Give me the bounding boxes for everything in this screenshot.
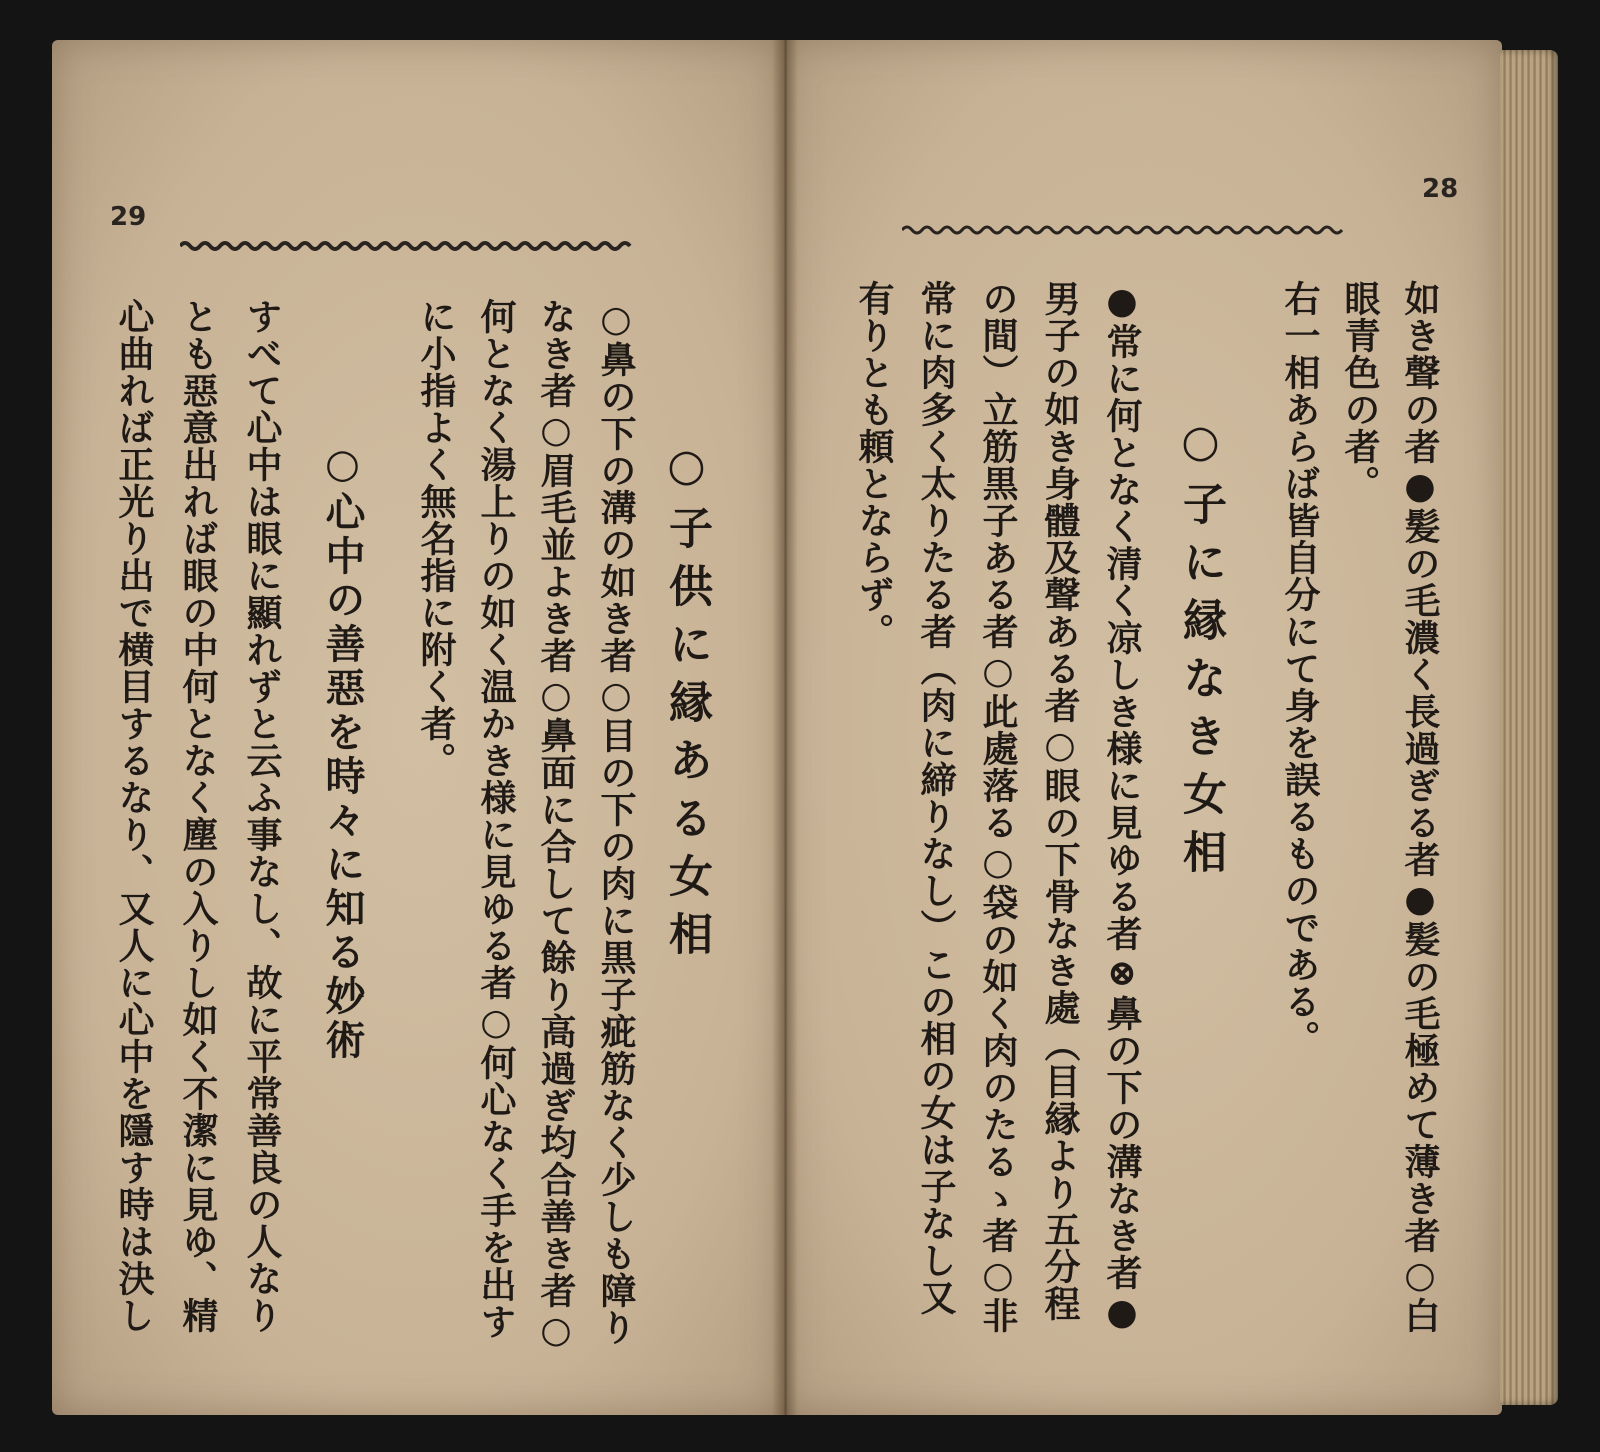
page-number-left: 29 xyxy=(110,202,147,232)
body-1-line-1: ○鼻の下の溝の如き者○目の下の肉に黒子疵筋なく少しも障り xyxy=(595,298,637,1346)
left-page xyxy=(52,40,782,1415)
body-2-line-1: すべて心中は眼に顯れずと云ふ事なし、故に平常善良の人なり xyxy=(241,298,283,1334)
heading-mind-good-evil: ○心中の善惡を時々に知る妙術 xyxy=(319,440,366,1063)
heading-children-fortune: ○子供に縁ある女相 xyxy=(661,440,712,969)
body-2-line-3: 心曲れば正光り出で横目するなり、又人に心中を隱す時は決し xyxy=(113,298,155,1334)
page-number-right: 28 xyxy=(1422,174,1459,204)
page-edges xyxy=(1500,50,1558,1405)
body-1-line-4: に小指よく無名指に附く者。 xyxy=(415,298,457,779)
body-2-line-3: の間）立筋黒子ある者○此處落る○袋の如く肉のたるゝ者○非 xyxy=(977,280,1019,1334)
body-2-line-5: 有りとも頼とならず。 xyxy=(853,280,895,650)
book-gutter xyxy=(772,40,798,1415)
wavy-rule-right xyxy=(902,220,1352,238)
body-1-line-2: なき者○眉毛並よき者○鼻面に合して餘り高過ぎ均合善き者○ xyxy=(535,298,577,1352)
open-book xyxy=(50,40,1562,1415)
body-2-line-1: ●常に何となく清く凉しき様に見ゆる者⊗鼻の下の溝なき者● xyxy=(1101,280,1143,1334)
body-1-line-3: 何となく湯上りの如く温かき様に見ゆる者○何心なく手を出す xyxy=(475,298,517,1340)
wavy-rule-left xyxy=(180,236,635,254)
heading-no-children: ○子に縁なき女相 xyxy=(1175,416,1226,887)
body-2-line-4: 常に肉多く太りたる者（肉に締りなし）この相の女は子なし又 xyxy=(915,280,957,1316)
body-2-line-2: 男子の如き身體及聲ある者○眼の下骨なき處（目縁より五分程 xyxy=(1039,280,1081,1322)
body-top-line-3: 右一相あらば皆自分にて身を誤るものである。 xyxy=(1279,280,1321,1057)
body-top-line-2: 眼青色の者。 xyxy=(1339,280,1381,502)
right-page xyxy=(782,40,1502,1415)
body-top-line-1: 如き聲の者●髪の毛濃く長過ぎる者●髪の毛極めて薄き者○白 xyxy=(1399,280,1441,1334)
body-2-line-2: とも惡意出れば眼の中何となく塵の入りし如く不潔に見ゆ、精 xyxy=(177,298,219,1334)
